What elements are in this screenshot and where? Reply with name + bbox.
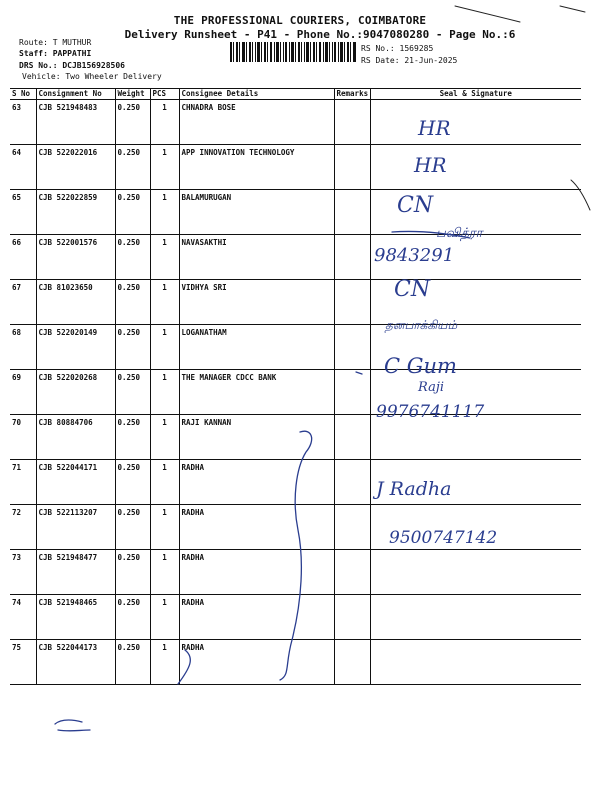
staff-line: Staff: PAPPATHI xyxy=(19,49,92,58)
table-header-row xyxy=(10,89,581,100)
row-sno: 73 xyxy=(10,550,36,595)
row-weight: 0.250 xyxy=(115,100,150,145)
row-remarks xyxy=(334,505,370,550)
rs-number-line: RS No.: 1569285 xyxy=(361,44,434,53)
row-consignment-no: CJB 80884706 xyxy=(36,415,115,460)
runsheet-title: Delivery Runsheet - P41 - Phone No.:9047080280 - Page No.:6 xyxy=(124,28,516,41)
company-name: THE PROFESSIONAL COURIERS, COIMBATORE xyxy=(173,14,427,27)
row-weight: 0.250 xyxy=(115,325,150,370)
row-weight: 0.250 xyxy=(115,280,150,325)
row-sno: 74 xyxy=(10,595,36,640)
row-consignee: RADHA xyxy=(179,595,334,640)
row-consignment-no: CJB 522020268 xyxy=(36,370,115,415)
row-signature-cell xyxy=(370,595,581,640)
row-consignment-no: CJB 522113207 xyxy=(36,505,115,550)
row-consignee: APP INNOVATION TECHNOLOGY xyxy=(179,145,334,190)
col-consignee: Consignee Details xyxy=(179,89,334,100)
row-remarks xyxy=(334,595,370,640)
row-consignment-no: CJB 521948483 xyxy=(36,100,115,145)
row-weight: 0.250 xyxy=(115,370,150,415)
table-row xyxy=(10,460,581,505)
col-signature: Seal & Signature xyxy=(370,89,581,100)
row-sno: 75 xyxy=(10,640,36,685)
barcode xyxy=(230,42,356,62)
row-signature-cell xyxy=(370,640,581,685)
row-signature-cell xyxy=(370,100,581,145)
row-consignment-no: CJB 522044171 xyxy=(36,460,115,505)
table-row xyxy=(10,640,581,685)
row-remarks xyxy=(334,190,370,235)
row-pcs: 1 xyxy=(150,595,179,640)
row-weight: 0.250 xyxy=(115,550,150,595)
table-row xyxy=(10,370,581,415)
drs-value: DCJB156928506 xyxy=(62,61,125,70)
row-pcs: 1 xyxy=(150,100,179,145)
row-pcs: 1 xyxy=(150,145,179,190)
row-pcs: 1 xyxy=(150,550,179,595)
col-remarks: Remarks xyxy=(334,89,370,100)
row-sno: 63 xyxy=(10,100,36,145)
row-remarks xyxy=(334,460,370,505)
row-pcs: 1 xyxy=(150,415,179,460)
row-remarks xyxy=(334,550,370,595)
row-pcs: 1 xyxy=(150,370,179,415)
vehicle-value: Two Wheeler Delivery xyxy=(65,72,162,81)
row-remarks xyxy=(334,370,370,415)
row-consignee: RADHA xyxy=(179,505,334,550)
row-consignment-no: CJB 522022016 xyxy=(36,145,115,190)
row-weight: 0.250 xyxy=(115,145,150,190)
row-remarks xyxy=(334,415,370,460)
row-consignment-no: CJB 521948465 xyxy=(36,595,115,640)
signature-66-phone: 9843291 xyxy=(374,245,455,266)
row-weight: 0.250 xyxy=(115,415,150,460)
col-weight: Weight xyxy=(115,89,150,100)
row-remarks xyxy=(334,235,370,280)
signature-73: J Radha xyxy=(376,478,452,500)
rs-date-line: RS Date: 21-Jun-2025 xyxy=(361,56,458,65)
table-row xyxy=(10,280,581,325)
row-sno: 66 xyxy=(10,235,36,280)
col-sno: S No xyxy=(10,89,36,100)
runsheet-table xyxy=(10,88,581,685)
row-consignment-no: CJB 522001576 xyxy=(36,235,115,280)
row-consignment-no: CJB 521948477 xyxy=(36,550,115,595)
col-consignment: Consignment No xyxy=(36,89,115,100)
row-pcs: 1 xyxy=(150,505,179,550)
table-row xyxy=(10,550,581,595)
signature-68: CN xyxy=(394,277,431,302)
row-weight: 0.250 xyxy=(115,460,150,505)
table-row xyxy=(10,415,581,460)
row-consignee: LOGANATHAM xyxy=(179,325,334,370)
row-remarks xyxy=(334,145,370,190)
row-signature-cell xyxy=(370,550,581,595)
row-weight: 0.250 xyxy=(115,190,150,235)
staff-value: PAPPATHI xyxy=(52,49,92,58)
table-row xyxy=(10,100,581,145)
row-consignee: RAJI KANNAN xyxy=(179,415,334,460)
rs-number: 1569285 xyxy=(399,44,434,53)
row-pcs: 1 xyxy=(150,280,179,325)
row-sno: 67 xyxy=(10,280,36,325)
drs-line: DRS No.: DCJB156928506 xyxy=(19,61,125,70)
signature-69: C Gum xyxy=(384,354,457,378)
vehicle-line: Vehicle: Two Wheeler Delivery xyxy=(22,72,162,81)
row-consignee: RADHA xyxy=(179,640,334,685)
row-remarks xyxy=(334,100,370,145)
row-sno: 72 xyxy=(10,505,36,550)
row-sno: 68 xyxy=(10,325,36,370)
table-row xyxy=(10,595,581,640)
rs-date: 21-Jun-2025 xyxy=(404,56,458,65)
row-sno: 64 xyxy=(10,145,36,190)
row-consignee: CHNADRA BOSE xyxy=(179,100,334,145)
row-consignment-no: CJB 522022859 xyxy=(36,190,115,235)
row-consignee: RADHA xyxy=(179,550,334,595)
row-weight: 0.250 xyxy=(115,595,150,640)
row-consignee: NAVASAKTHI xyxy=(179,235,334,280)
row-remarks xyxy=(334,640,370,685)
row-consignment-no: CJB 522020149 xyxy=(36,325,115,370)
row-pcs: 1 xyxy=(150,460,179,505)
signature-70: Raji xyxy=(418,380,445,395)
table-row xyxy=(10,325,581,370)
row-consignment-no: CJB 81023650 xyxy=(36,280,115,325)
row-pcs: 1 xyxy=(150,640,179,685)
row-consignee: VIDHYA SRI xyxy=(179,280,334,325)
route-value: T MUTHUR xyxy=(52,38,92,47)
row-consignee: THE MANAGER CDCC BANK xyxy=(179,370,334,415)
signature-65: HR xyxy=(414,153,447,177)
row-pcs: 1 xyxy=(150,325,179,370)
row-sno: 70 xyxy=(10,415,36,460)
row-consignment-no: CJB 522044173 xyxy=(36,640,115,685)
row-remarks xyxy=(334,280,370,325)
col-pcs: PCS xyxy=(150,89,179,100)
row-pcs: 1 xyxy=(150,190,179,235)
row-signature-cell xyxy=(370,145,581,190)
row-sno: 69 xyxy=(10,370,36,415)
row-weight: 0.250 xyxy=(115,505,150,550)
signature-70-phone: 9976741117 xyxy=(376,402,485,422)
row-remarks xyxy=(334,325,370,370)
signature-68-name: தனபாக்கியம் xyxy=(385,318,458,332)
row-pcs: 1 xyxy=(150,235,179,280)
table-row xyxy=(10,145,581,190)
signature-73-phone: 9500747142 xyxy=(389,528,498,548)
signature-66: CN xyxy=(397,193,434,218)
row-consignee: RADHA xyxy=(179,460,334,505)
table-row xyxy=(10,235,581,280)
table-row xyxy=(10,190,581,235)
row-consignee: BALAMURUGAN xyxy=(179,190,334,235)
row-sno: 71 xyxy=(10,460,36,505)
row-weight: 0.250 xyxy=(115,640,150,685)
route-line: Route: T MUTHUR xyxy=(19,38,92,47)
row-sno: 65 xyxy=(10,190,36,235)
signature-64: HR xyxy=(418,116,451,140)
row-weight: 0.250 xyxy=(115,235,150,280)
signature-66-name: பவித்ரா xyxy=(436,226,483,241)
